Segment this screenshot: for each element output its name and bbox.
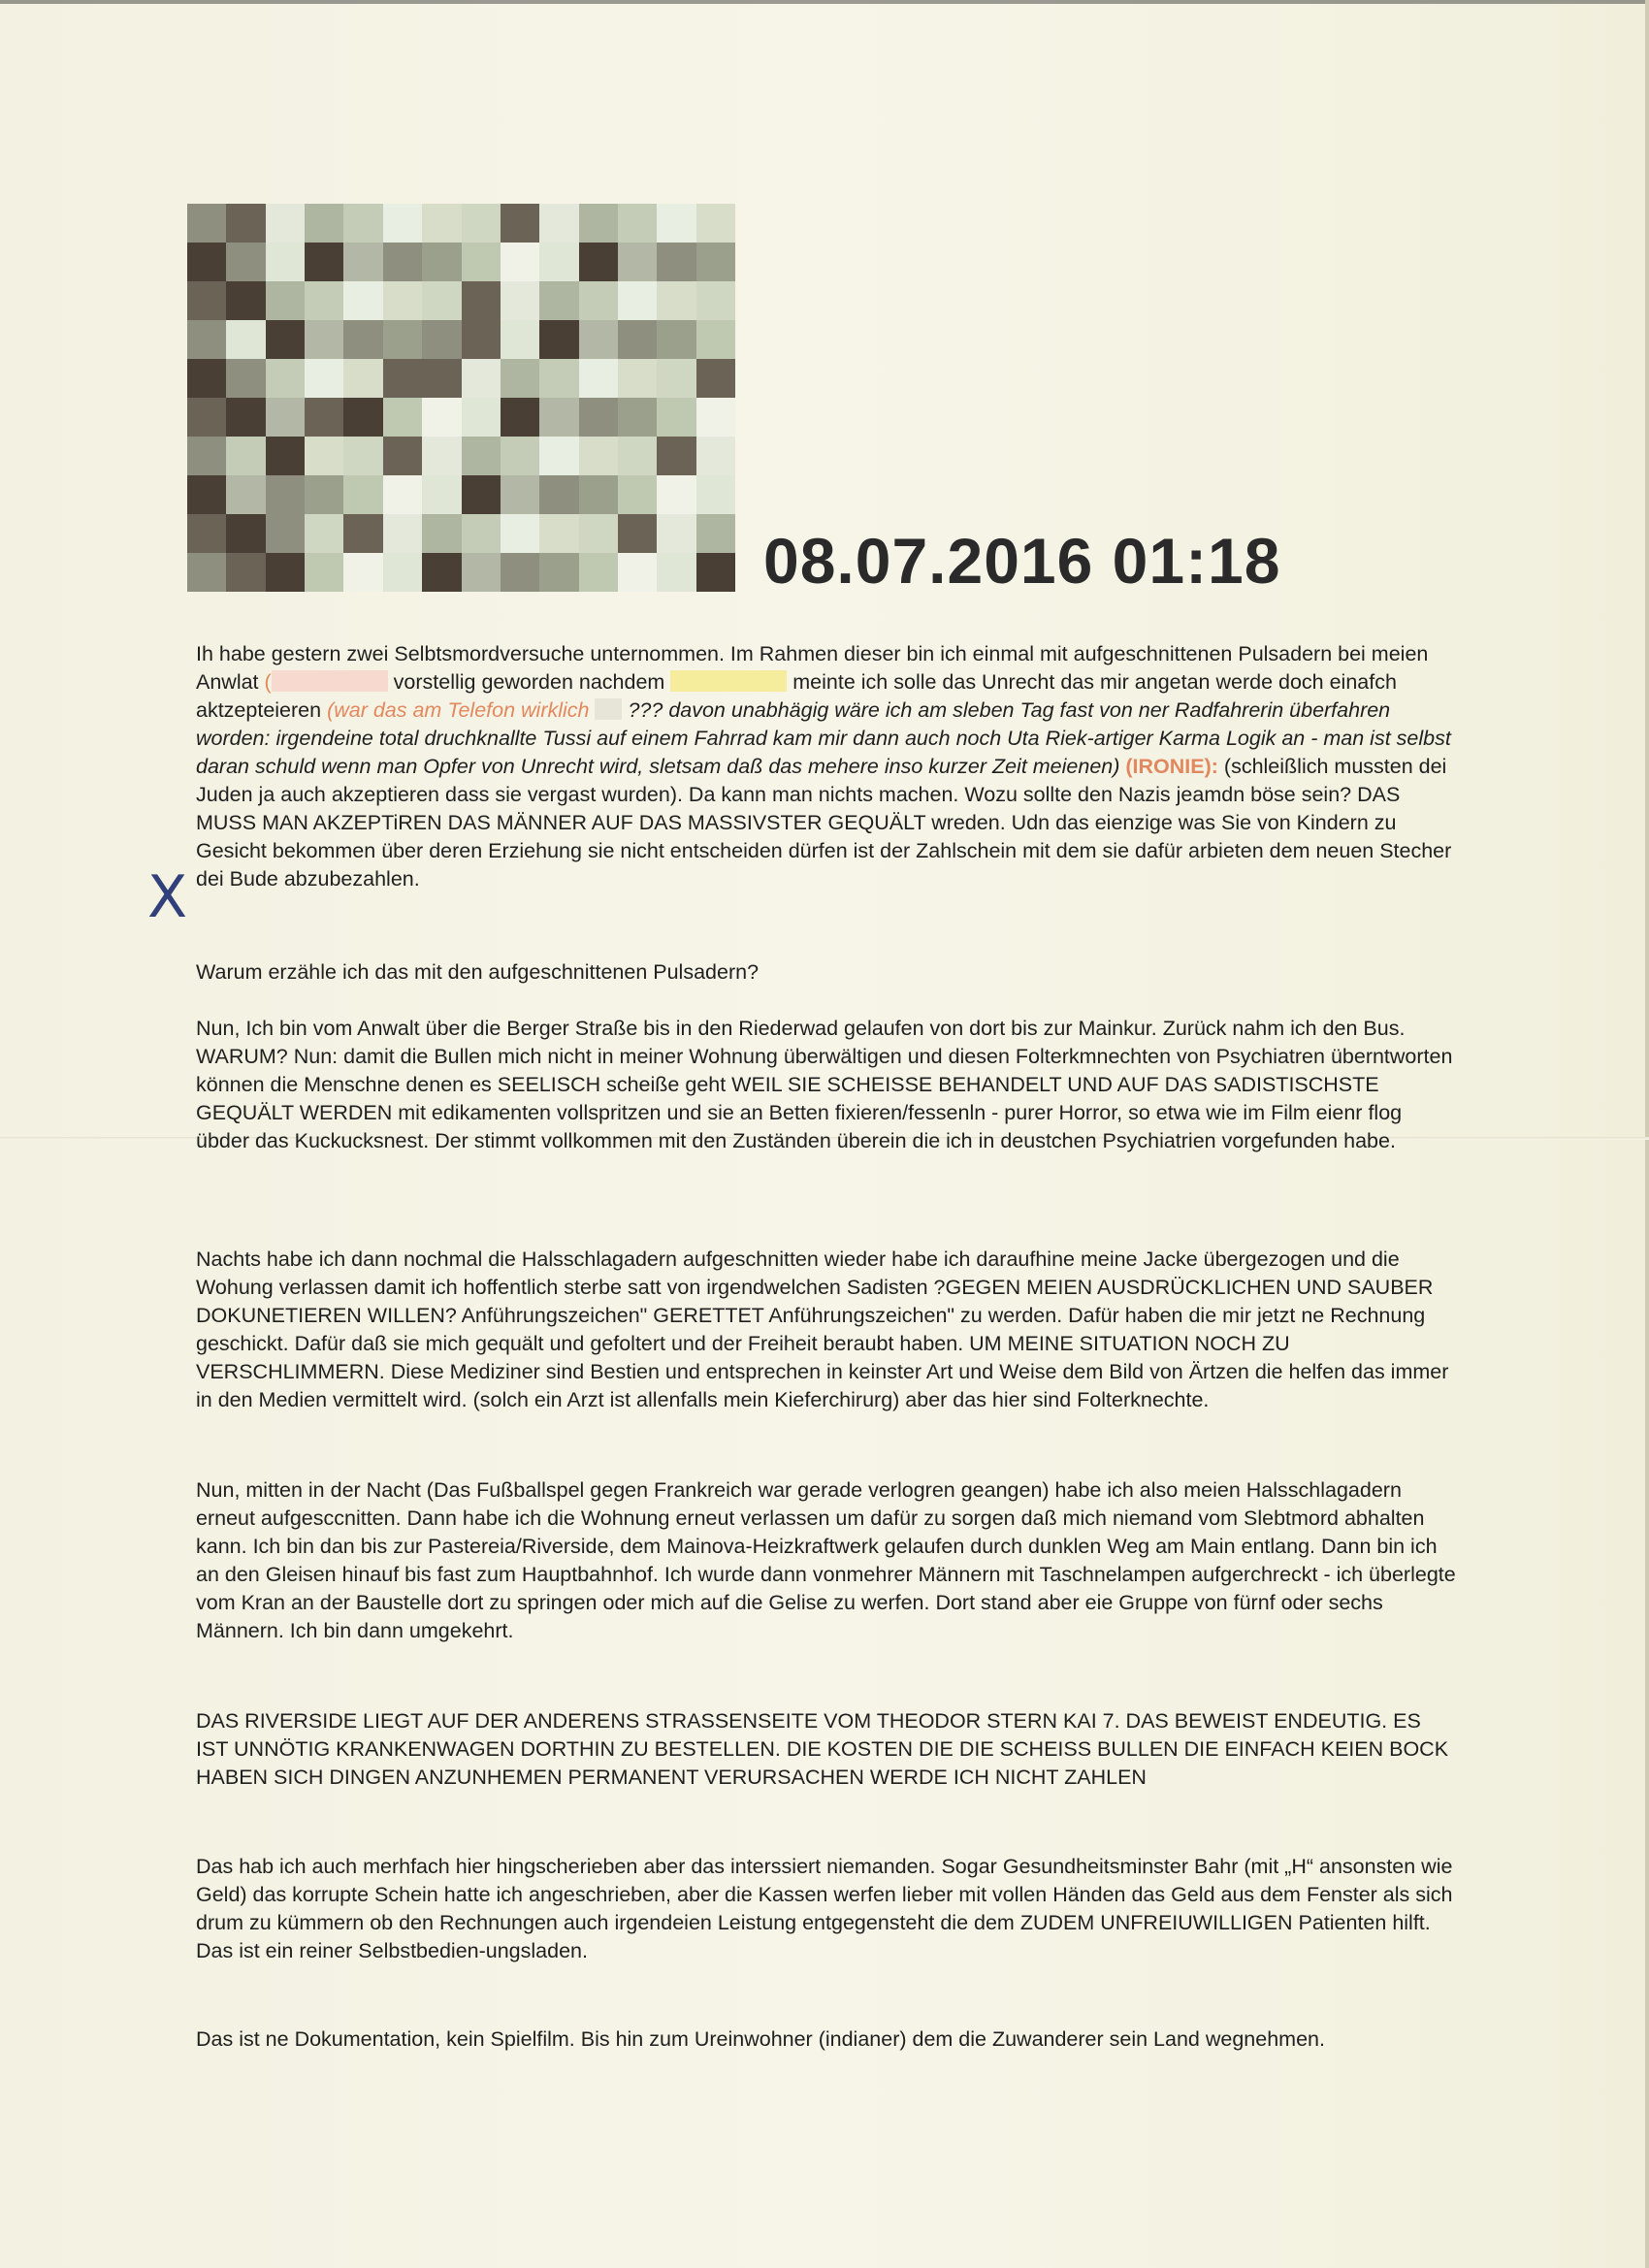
paragraph-8 bbox=[196, 2025, 1457, 2054]
paragraph-6-text: DAS RIVERSIDE LIEGT AUF DER ANDERENS STRASSENSEITE VOM THEODOR STERN KAI 7. DAS BEWEIST ENDEUTIG. ES IST UNNÖTIG KRANKENWAGEN DORTHIN ZU BESTELLEN. DIE KOSTEN DIE DIE SCHEISS BULLEN DIE EINFACH KEIEN BOCK HABEN SICH DINGEN ANZUNHEMEN PERMANENT VERURSACHEN WERDE ICH NICHT ZAHLEN bbox=[196, 1709, 1449, 1789]
photo-tile bbox=[305, 243, 343, 281]
ironie-label: (IRONIE): bbox=[1125, 755, 1218, 778]
photo-tile bbox=[462, 320, 501, 359]
paragraph-5-text: Nun, mitten in der Nacht (Das Fußballspel gegen Frankreich war gerade verlogren geangen) habe ich also meien Halsschlagadern erneut aufgesccnitten. Dann habe ich die Wohnung erneut verlassen um dafür zu sorgen daß mich niemand vom Slebtmord abhalten kann. Ich bin dan bis zur Pastereia/Riverside, dem Mainova-Heizkraftwerk gelaufen durch dunklen Weg am Main entlang. Dann bin ich an den Gleisen hinauf bis fast zum Hauptbahnhof. Ich wurde dann vonmehrer Männern mit Taschnelampen aufgerchreckt - ich überlegte vom Kran an der Baustelle dort zu springen oder mich auf die Gelise zu werfen. Dort stand aber eie Gruppe von fürnf oder sechs Männern. Ich bin dann umgekehrt. bbox=[196, 1478, 1456, 1642]
photo-tile bbox=[266, 437, 305, 475]
pixelated-photo bbox=[187, 204, 735, 592]
photo-tile bbox=[579, 514, 618, 553]
photo-tile bbox=[305, 437, 343, 475]
photo-tile bbox=[187, 320, 226, 359]
paragraph-1-paren: ( bbox=[264, 670, 272, 694]
paragraph-5 bbox=[196, 1476, 1457, 1645]
photo-tile bbox=[462, 204, 501, 243]
photo-tile bbox=[343, 204, 382, 243]
photo-tile bbox=[266, 553, 305, 592]
photo-tile bbox=[422, 359, 461, 398]
photo-tile bbox=[696, 359, 735, 398]
photo-tile bbox=[422, 514, 461, 553]
photo-tile bbox=[657, 204, 695, 243]
paragraph-3 bbox=[196, 1015, 1457, 1155]
photo-tile bbox=[226, 398, 265, 437]
photo-tile bbox=[343, 553, 382, 592]
photo-tile bbox=[187, 281, 226, 320]
photo-tile bbox=[383, 553, 422, 592]
photo-tile bbox=[343, 320, 382, 359]
photo-tile bbox=[226, 204, 265, 243]
photo-tile bbox=[657, 514, 695, 553]
photo-tile bbox=[696, 398, 735, 437]
photo-tile bbox=[618, 437, 657, 475]
photo-tile bbox=[422, 281, 461, 320]
photo-tile bbox=[539, 204, 578, 243]
photo-tile bbox=[383, 243, 422, 281]
paragraph-8-text: Das ist ne Dokumentation, kein Spielfilm. Bis hin zum Ureinwohner (indianer) dem die Zuwanderer sein Land wegnehmen. bbox=[196, 2027, 1325, 2051]
photo-tile bbox=[618, 359, 657, 398]
photo-tile bbox=[305, 514, 343, 553]
photo-tile bbox=[539, 514, 578, 553]
photo-tile bbox=[657, 437, 695, 475]
photo-tile bbox=[187, 243, 226, 281]
photo-tile bbox=[696, 475, 735, 514]
photo-tile bbox=[226, 475, 265, 514]
photo-tile bbox=[501, 243, 539, 281]
photo-tile bbox=[539, 320, 578, 359]
photo-tile bbox=[462, 553, 501, 592]
photo-tile bbox=[657, 553, 695, 592]
paragraph-4-text: Nachts habe ich dann nochmal die Halsschlagadern aufgeschnitten wieder habe ich daraufhine meine Jacke übergezogen und die Wohung verlassen damit ich hoffentlich sterbe satt von irgendwelchen Sadisten ?GEGEN MEIEN AUSDRÜCKLICHEN UND SAUBER DOKUNETIEREN WILLEN? Anführungszeichen" GERETTET Anführungszeichen" zu werden. Dafür haben die mir jetzt ne Rechnung geschickt. Dafür daß sie mich gequält und gefoltert und der Freiheit beraubt haben. UM MEINE SITUATION NOCH ZU VERSCHLIMMERN. Diese Mediziner sind Bestien und entsprechen in keinster Art und Weise dem Bild von Ärtzen die helfen das immer in den Medien vermittelt wird. (solch ein Arzt ist allenfalls mein Kieferchirurg) aber das hier sind Folterknechte. bbox=[196, 1247, 1449, 1411]
photo-tile bbox=[657, 243, 695, 281]
paragraph-1 bbox=[196, 640, 1457, 893]
photo-tile bbox=[343, 243, 382, 281]
photo-tile bbox=[462, 398, 501, 437]
paragraph-1-part-e: (schleißlich mussten dei Juden ja auch akzeptieren dass sie vergast wurden). Da kann man nichts machen. Wozu sollte den Nazis jeamdn böse sein? DAS MUSS MAN AKZEPTiREN DAS MÄNNER AUF DAS MASSIVSTER GEQUÄLT wreden. Udn das eienzige was Sie von Kindern zu Gesicht bekommen über deren Erziehung sie nicht entscheiden dürfen ist der Zahlschein mit dem sie dafür arbieten dem neuen Stecher dei Bude abzubezahlen. bbox=[196, 755, 1452, 891]
photo-tile bbox=[343, 514, 382, 553]
photo-tile bbox=[501, 359, 539, 398]
photo-tile bbox=[501, 204, 539, 243]
photo-tile bbox=[501, 553, 539, 592]
photo-tile bbox=[187, 475, 226, 514]
photo-tile bbox=[383, 437, 422, 475]
redacted-name-2 bbox=[670, 670, 787, 692]
photo-tile bbox=[579, 475, 618, 514]
photo-tile bbox=[579, 204, 618, 243]
paragraph-1-part-a: Ih habe gestern zwei Selbtsmordversuche unternommen. Im Rahmen dieser bin ich einmal mit aufgeschnittenen Pulsadern bei meien Anwlat bbox=[196, 642, 1429, 694]
paragraph-2-text: Warum erzähle ich das mit den aufgeschnittenen Pulsadern? bbox=[196, 960, 760, 984]
photo-tile bbox=[187, 437, 226, 475]
photo-tile bbox=[187, 514, 226, 553]
photo-tile bbox=[539, 553, 578, 592]
photo-tile bbox=[462, 514, 501, 553]
paragraph-7 bbox=[196, 1853, 1457, 1965]
photo-tile bbox=[422, 320, 461, 359]
photo-tile bbox=[383, 281, 422, 320]
photo-tile bbox=[266, 281, 305, 320]
photo-tile bbox=[539, 398, 578, 437]
photo-tile bbox=[462, 437, 501, 475]
scan-top-edge bbox=[0, 0, 1649, 4]
photo-tile bbox=[501, 320, 539, 359]
photo-tile bbox=[618, 553, 657, 592]
photo-tile bbox=[187, 553, 226, 592]
photo-tile bbox=[383, 320, 422, 359]
photo-tile bbox=[579, 359, 618, 398]
photo-tile bbox=[579, 553, 618, 592]
photo-tile bbox=[187, 398, 226, 437]
photo-tile bbox=[343, 398, 382, 437]
photo-tile bbox=[422, 204, 461, 243]
photo-tile bbox=[266, 320, 305, 359]
photo-tile bbox=[187, 359, 226, 398]
photo-tile bbox=[266, 514, 305, 553]
photo-tile bbox=[696, 204, 735, 243]
photo-tile bbox=[696, 553, 735, 592]
photo-tile bbox=[462, 475, 501, 514]
photo-tile bbox=[696, 281, 735, 320]
photo-tile bbox=[226, 553, 265, 592]
photo-tile bbox=[343, 475, 382, 514]
photo-tile bbox=[501, 398, 539, 437]
photo-tile bbox=[266, 398, 305, 437]
photo-tile bbox=[618, 281, 657, 320]
photo-tile bbox=[343, 359, 382, 398]
photo-tile bbox=[579, 320, 618, 359]
photo-tile bbox=[422, 475, 461, 514]
photo-tile bbox=[618, 514, 657, 553]
photo-tile bbox=[305, 281, 343, 320]
photo-tile bbox=[696, 514, 735, 553]
photo-tile bbox=[383, 475, 422, 514]
photo-tile bbox=[226, 281, 265, 320]
photo-tile bbox=[422, 437, 461, 475]
photo-tile bbox=[657, 398, 695, 437]
photo-tile bbox=[187, 204, 226, 243]
photo-tile bbox=[657, 281, 695, 320]
photo-tile bbox=[305, 475, 343, 514]
photo-tile bbox=[266, 359, 305, 398]
photo-tile bbox=[343, 281, 382, 320]
photo-tile bbox=[696, 320, 735, 359]
photo-tile bbox=[657, 359, 695, 398]
photo-tile bbox=[696, 243, 735, 281]
photo-tile bbox=[501, 281, 539, 320]
photo-tile bbox=[501, 475, 539, 514]
photo-tile bbox=[539, 281, 578, 320]
paragraph-3-text: Nun, Ich bin vom Anwalt über die Berger Straße bis in den Riederwad gelaufen von dort bis zur Mainkur. Zurück nahm ich den Bus. WARUM? Nun: damit die Bullen mich nicht in meiner Wohnung überwältigen und diesen Folterkmnechten von Psychiatren überntworten können die Menschne denen es SEELISCH scheiße geht WEIL SIE SCHEISSE BEHANDELT UND AUF DAS SADISTISCHSTE GEQUÄLT WERDEN mit edikamenten vollspritzen und sie an Betten fixieren/fessenln - purer Horror, so etwa wie im Film eienr flog übder das Kuckucksnest. Der stimmt vollkommen mit den Zuständen überein die ich in deustchen Psychiatrien vorgefunden habe. bbox=[196, 1017, 1453, 1152]
photo-tile bbox=[383, 359, 422, 398]
photo-tile bbox=[501, 437, 539, 475]
photo-tile bbox=[343, 437, 382, 475]
photo-tile bbox=[266, 204, 305, 243]
redacted-name-1 bbox=[272, 670, 388, 692]
photo-tile bbox=[618, 398, 657, 437]
paragraph-6 bbox=[196, 1707, 1457, 1792]
photo-tile bbox=[618, 320, 657, 359]
photo-tile bbox=[305, 359, 343, 398]
photo-tile bbox=[266, 475, 305, 514]
photo-tile bbox=[539, 437, 578, 475]
photo-tile bbox=[462, 243, 501, 281]
photo-tile bbox=[539, 243, 578, 281]
photo-tile bbox=[226, 320, 265, 359]
handwritten-x-mark: X bbox=[147, 863, 188, 931]
photo-tile bbox=[462, 359, 501, 398]
photo-tile bbox=[539, 475, 578, 514]
photo-tile bbox=[501, 514, 539, 553]
paragraph-1-part-d: ??? davon unabhägig wäre ich am sleben Tag fast von ner Radfahrerin überfahren worden: irgendeine total druchknallte Tussi auf einem Fahrrad kam mir dann auch noch Uta Riek-artiger Karma Logik an - man ist selbst daran schuld wenn man Opfer von Unrecht wird, sletsam daß das mehere inso kurzer Zeit meienen) bbox=[196, 698, 1451, 778]
photo-tile bbox=[226, 437, 265, 475]
photo-tile bbox=[579, 243, 618, 281]
photo-tile bbox=[579, 398, 618, 437]
redacted-name-3 bbox=[595, 698, 622, 720]
photo-tile bbox=[305, 320, 343, 359]
photo-tile bbox=[539, 359, 578, 398]
photo-tile bbox=[383, 398, 422, 437]
photo-tile bbox=[462, 281, 501, 320]
photo-tile bbox=[383, 514, 422, 553]
photo-tile bbox=[579, 281, 618, 320]
paragraph-4 bbox=[196, 1246, 1457, 1414]
photo-tile bbox=[422, 243, 461, 281]
photo-tile bbox=[266, 243, 305, 281]
photo-tile bbox=[305, 553, 343, 592]
timestamp: 08.07.2016 01:18 bbox=[763, 525, 1281, 597]
paragraph-1-part-b: vorstellig geworden nachdem bbox=[387, 670, 671, 694]
paragraph-1-orange-italic: (war das am Telefon wirklich bbox=[327, 698, 596, 722]
photo-tile bbox=[305, 204, 343, 243]
photo-tile bbox=[226, 243, 265, 281]
photo-tile bbox=[618, 204, 657, 243]
photo-tile bbox=[226, 359, 265, 398]
photo-tile bbox=[618, 243, 657, 281]
photo-tile bbox=[657, 475, 695, 514]
photo-tile bbox=[618, 475, 657, 514]
paragraph-1-part-c: meinte ich solle das Unrecht das mir angetan werde doch einafch aktzepteieren bbox=[196, 670, 1397, 722]
photo-tile bbox=[579, 437, 618, 475]
photo-tile bbox=[422, 553, 461, 592]
photo-tile bbox=[422, 398, 461, 437]
photo-tile bbox=[696, 437, 735, 475]
photo-tile bbox=[226, 514, 265, 553]
photo-tile bbox=[383, 204, 422, 243]
photo-tile bbox=[657, 320, 695, 359]
paragraph-2 bbox=[196, 958, 1457, 987]
paragraph-7-text: Das hab ich auch merhfach hier hingscherieben aber das interssiert niemanden. Sogar Gesundheitsminster Bahr (mit „H“ ansonsten wie Geld) das korrupte Schein hatte ich angeschrieben, aber die Kassen werfen lieber mit vollen Händen das Geld aus dem Fenster als sich drum zu kümmern ob den Rechnungen auch irgendeien Leistung entgegensteht die dem ZUDEM UNFREIUWILLIGEN Patienten hilft. Das ist ein reiner Selbstbedien-ungsladen. bbox=[196, 1855, 1453, 1962]
scan-right-edge bbox=[1645, 0, 1649, 2268]
photo-tile bbox=[305, 398, 343, 437]
